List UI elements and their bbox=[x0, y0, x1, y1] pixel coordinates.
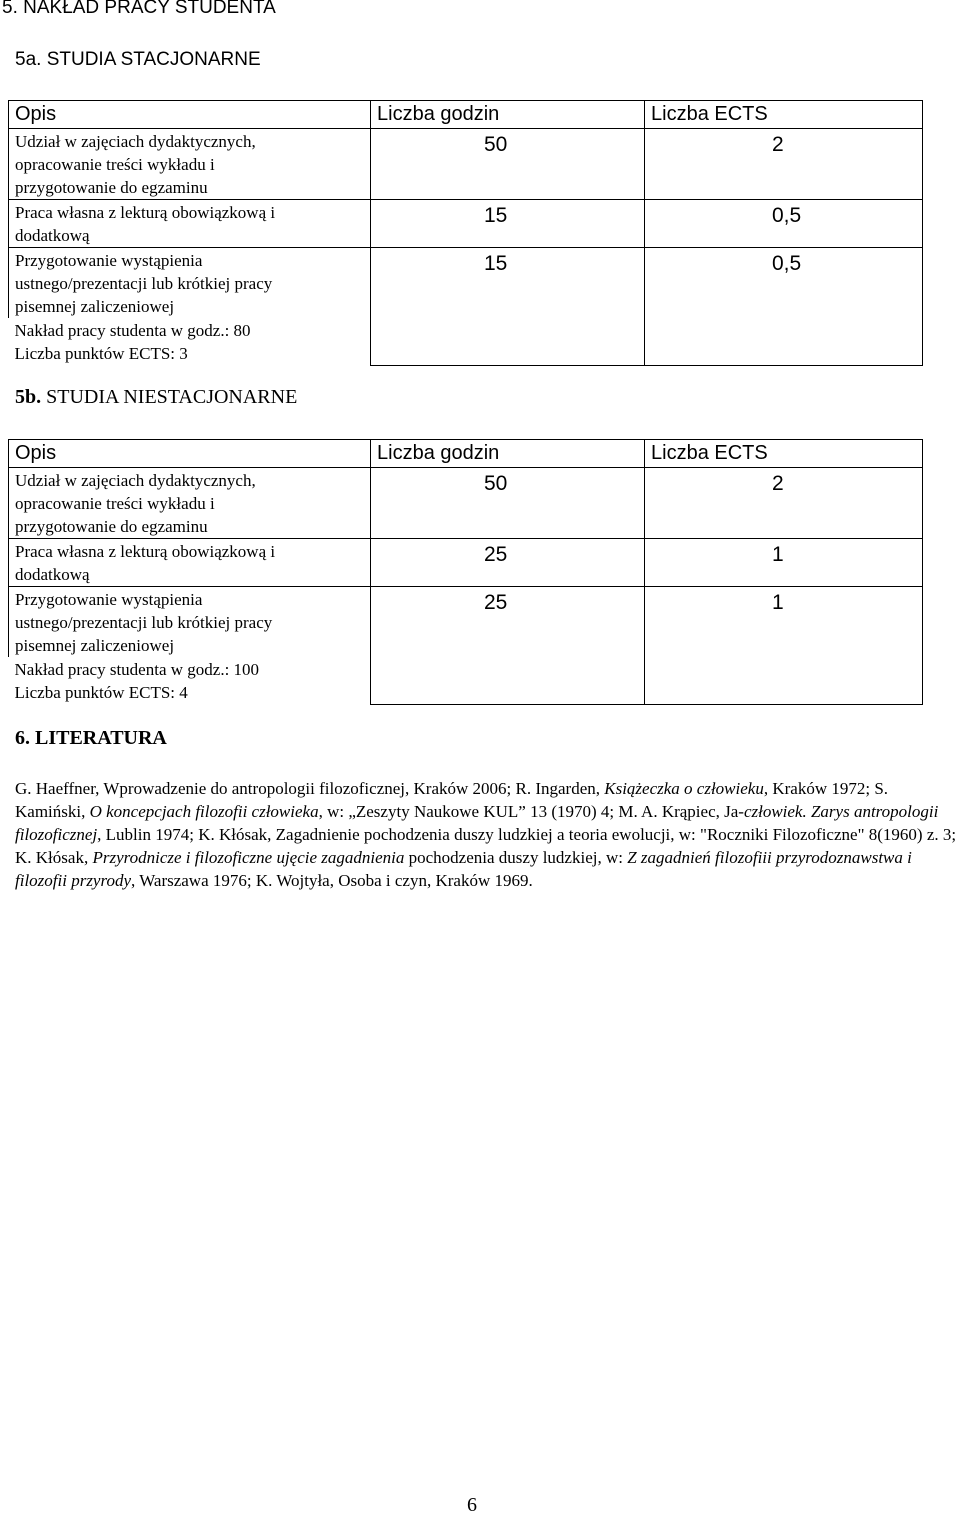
description-line: przygotowanie do egzaminu bbox=[15, 517, 208, 536]
row-description bbox=[9, 468, 371, 539]
row-ects: 1 bbox=[645, 587, 923, 705]
ects-total: Liczba punktów ECTS: 4 bbox=[14, 683, 188, 702]
workload-total: Nakład pracy studenta w godz.: 100 bbox=[14, 660, 260, 679]
page-number: 6 bbox=[467, 1494, 477, 1516]
row-hours: 50 bbox=[371, 468, 645, 539]
description-line: przygotowanie do egzaminu bbox=[15, 178, 208, 197]
literature-paragraph bbox=[15, 777, 960, 892]
table-header-row bbox=[9, 101, 923, 129]
table-row bbox=[9, 587, 923, 658]
literature-title-italic: człowiek. Zarys antropologii filozoficznej bbox=[15, 802, 939, 844]
row-ects: 0,5 bbox=[645, 200, 923, 248]
nonstationary-heading bbox=[15, 386, 297, 409]
description-line: ustnego/prezentacji lub krótkiej pracy bbox=[15, 274, 273, 293]
literature-title-italic: Przyrodnicze i filozoficzne ujęcie zagadnienia bbox=[92, 848, 405, 867]
column-header-opis: Opis bbox=[9, 440, 371, 468]
literature-segment: , Kraków 1972; S. Kamiński, bbox=[15, 779, 889, 821]
row-description bbox=[9, 539, 371, 587]
row-description bbox=[9, 587, 371, 658]
literature-segment: pochodzenia duszy ludzkiej, w: bbox=[404, 848, 628, 867]
literature-segment: , w: „Zeszyty Naukowe KUL” 13 (1970) 4; M. A. Krąpiec, Ja- bbox=[318, 802, 744, 821]
nonstationary-heading-number: 5b. bbox=[15, 386, 42, 408]
description-line: dodatkową bbox=[15, 565, 90, 584]
table-row bbox=[9, 248, 923, 319]
description-line: Udział w zajęciach dydaktycznych, bbox=[15, 471, 256, 490]
row-ects: 2 bbox=[645, 129, 923, 200]
row-ects: 0,5 bbox=[645, 248, 923, 366]
literature-title-italic: O koncepcjach filozofii człowieka bbox=[89, 802, 319, 821]
row-description bbox=[9, 129, 371, 200]
literature-segment: G. Haeffner, Wprowadzenie do antropologii filozoficznej, Kraków 2006; R. Ingarden, bbox=[15, 779, 605, 798]
description-line: Przygotowanie wystąpienia bbox=[15, 590, 203, 609]
column-header-ects: Liczba ECTS bbox=[645, 440, 923, 468]
description-line: pisemnej zaliczeniowej bbox=[15, 297, 175, 316]
description-line: Przygotowanie wystąpienia bbox=[15, 251, 203, 270]
literature-segment: , Lublin 1974; K. Kłósak, Zagadnienie pochodzenia duszy ludzkiej a teoria ewolucji, w: "Roczniki Filozoficzne" 8(1960) z. 3; K. Kłósak, bbox=[15, 825, 957, 867]
literature-heading: 6. LITERATURA bbox=[15, 727, 167, 749]
table-row bbox=[9, 539, 923, 587]
column-header-hours: Liczba godzin bbox=[371, 440, 645, 468]
row-hours: 50 bbox=[371, 129, 645, 200]
ects-total: Liczba punktów ECTS: 3 bbox=[14, 344, 188, 363]
section-title: 5. NAKŁAD PRACY STUDENTA bbox=[2, 0, 276, 18]
description-line: Praca własna z lekturą obowiązkową i bbox=[15, 203, 276, 222]
table-row bbox=[9, 129, 923, 200]
description-line: opracowanie treści wykładu i bbox=[15, 494, 215, 513]
stationary-heading: 5a. STUDIA STACJONARNE bbox=[15, 49, 261, 70]
table-row bbox=[9, 200, 923, 248]
stationary-workload-table bbox=[8, 100, 923, 366]
row-description bbox=[9, 248, 371, 319]
workload-total: Nakład pracy studenta w godz.: 80 bbox=[14, 321, 251, 340]
nonstationary-heading-text: STUDIA NIESTACJONARNE bbox=[46, 386, 298, 408]
description-line: Praca własna z lekturą obowiązkową i bbox=[15, 542, 276, 561]
summary-cell bbox=[9, 657, 371, 704]
table-row bbox=[9, 468, 923, 539]
literature-title-italic: Z zagadnień filozofiii przyrodoznawstwa i filozofii przyrody bbox=[15, 848, 912, 890]
nonstationary-workload-table bbox=[8, 439, 923, 705]
literature-segment: , Warszawa 1976; K. Wojtyła, Osoba i czyn, Kraków 1969. bbox=[131, 871, 533, 890]
row-description bbox=[9, 200, 371, 248]
column-header-hours: Liczba godzin bbox=[371, 101, 645, 129]
description-line: dodatkową bbox=[15, 226, 90, 245]
description-line: pisemnej zaliczeniowej bbox=[15, 636, 175, 655]
description-line: Udział w zajęciach dydaktycznych, bbox=[15, 132, 256, 151]
row-ects: 2 bbox=[645, 468, 923, 539]
row-hours: 25 bbox=[371, 587, 645, 705]
description-line: opracowanie treści wykładu i bbox=[15, 155, 215, 174]
row-ects: 1 bbox=[645, 539, 923, 587]
row-hours: 15 bbox=[371, 248, 645, 366]
column-header-opis: Opis bbox=[9, 101, 371, 129]
description-line: ustnego/prezentacji lub krótkiej pracy bbox=[15, 613, 273, 632]
row-hours: 25 bbox=[371, 539, 645, 587]
literature-title-italic: Książeczka o człowieku bbox=[604, 779, 764, 798]
summary-cell bbox=[9, 318, 371, 365]
row-hours: 15 bbox=[371, 200, 645, 248]
table-header-row bbox=[9, 440, 923, 468]
column-header-ects: Liczba ECTS bbox=[645, 101, 923, 129]
